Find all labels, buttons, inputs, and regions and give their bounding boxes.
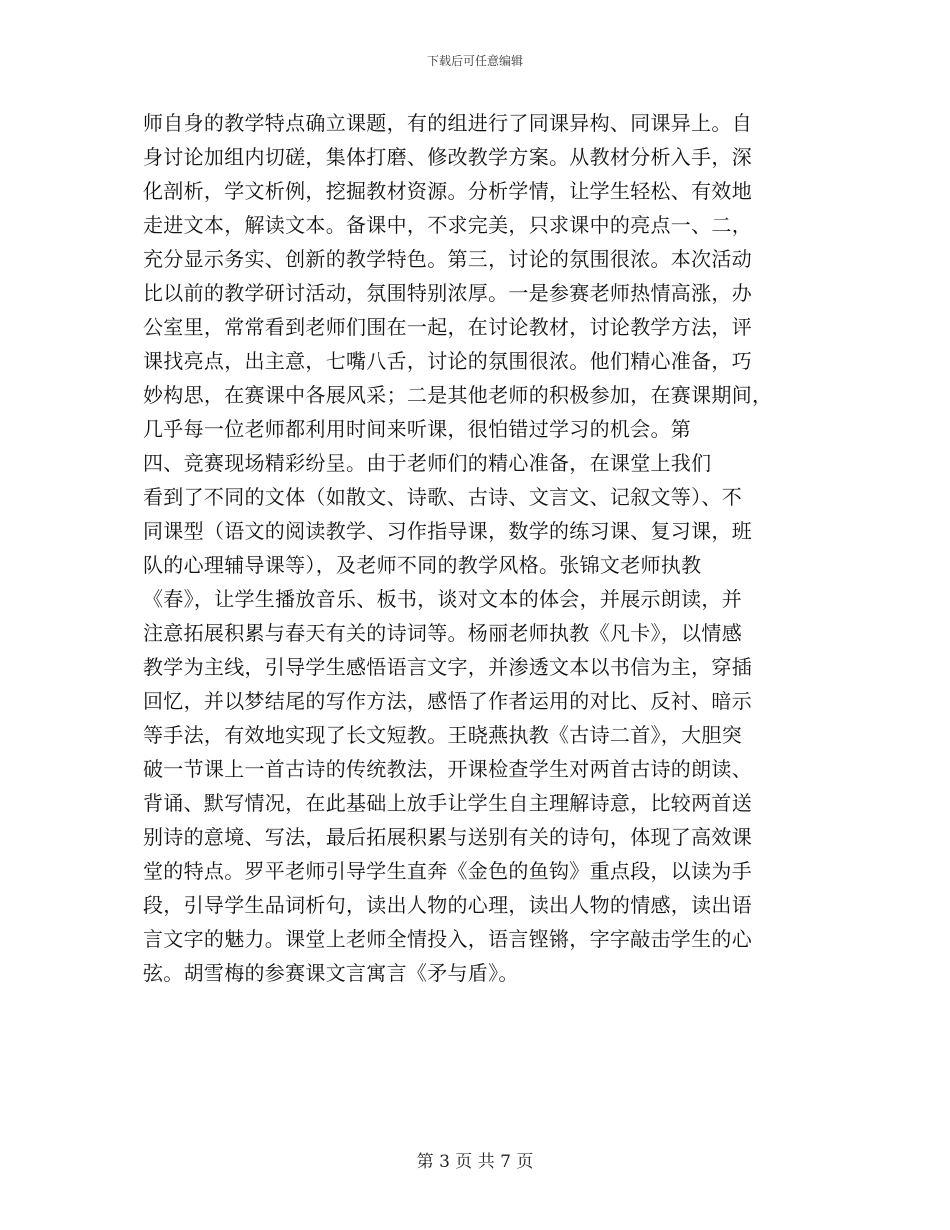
page-number-footer: 第 3 页 共 7 页 <box>416 1152 534 1172</box>
text-line: 弦。胡雪梅的参赛课文言寓言《矛与盾》。 <box>143 961 519 985</box>
text-line: 四、竞赛现场精彩纷呈。由于老师们的精心准备，在课堂上我们 <box>143 451 712 475</box>
text-line: 看到了不同的文体（如散文、诗歌、古诗、文言文、记叙文等）、不 <box>143 485 742 509</box>
text-line: 课找亮点，出主意，七嘴八舌，讨论的氛围很浓。他们精心准备，巧 <box>143 349 752 373</box>
text-line: 破一节课上一首古诗的传统教法，开课检查学生对两首古诗的朗读、 <box>143 757 752 781</box>
text-line: 背诵、默写情况，在此基础上放手让学生自主理解诗意，比较两首送 <box>143 791 752 815</box>
text-line: 段，引导学生品词析句，读出人物的心理，读出人物的情感，读出语 <box>143 893 752 917</box>
text-line: 比以前的教学研讨活动，氛围特别浓厚。一是参赛老师热情高涨，办 <box>143 281 752 305</box>
text-line: 别诗的意境、写法，最后拓展积累与送别有关的诗句，体现了高效课 <box>143 825 752 849</box>
text-line: 《春》，让学生播放音乐、板书，谈对文本的体会，并展示朗读，并 <box>143 587 742 611</box>
text-line: 回忆，并以梦结尾的写作方法，感悟了作者运用的对比、反衬、暗示 <box>143 689 752 713</box>
text-line: 教学为主线，引导学生感悟语言文字，并渗透文本以书信为主，穿插 <box>143 655 752 679</box>
text-line: 等手法，有效地实现了长文短教。王晓燕执教《古诗二首》，大胆突 <box>143 723 742 747</box>
text-line: 队的心理辅导课等），及老师不同的教学风格。张锦文老师执教 <box>143 553 702 577</box>
text-line: 身讨论加组内切磋，集体打磨、修改教学方案。从教材分析入手，深 <box>143 145 752 169</box>
text-line: 堂的特点。罗平老师引导学生直奔《金色的鱼钩》重点段，以读为手 <box>143 859 752 883</box>
text-line: 公室里，常常看到老师们围在一起，在讨论教材，讨论教学方法，评 <box>143 315 752 339</box>
text-line: 同课型（语文的阅读教学、习作指导课，数学的练习课、复习课，班 <box>143 519 752 543</box>
text-line: 妙构思，在赛课中各展风采；二是其他老师的积极参加，在赛课期间， <box>143 383 773 407</box>
text-line: 几乎每一位老师都利用时间来听课，很怕错过学习的机会。第 <box>143 417 692 441</box>
document-body <box>143 106 807 990</box>
text-line: 注意拓展积累与春天有关的诗词等。杨丽老师执教《凡卡》，以情感 <box>143 621 742 645</box>
text-line: 走进文本，解读文本。备课中，不求完美，只求课中的亮点一、二， <box>143 213 752 237</box>
page-header: 下载后可任意编辑 <box>426 54 523 68</box>
text-line: 化剖析，学文析例，挖掘教材资源。分析学情，让学生轻松、有效地 <box>143 179 752 203</box>
text-line: 充分显示务实、创新的教学特色。第三，讨论的氛围很浓。本次活动 <box>143 247 752 271</box>
text-line: 言文字的魅力。课堂上老师全情投入，语言铿锵，字字敲击学生的心 <box>143 927 752 951</box>
text-line: 师自身的教学特点确立课题，有的组进行了同课异构、同课异上。自 <box>143 111 752 135</box>
